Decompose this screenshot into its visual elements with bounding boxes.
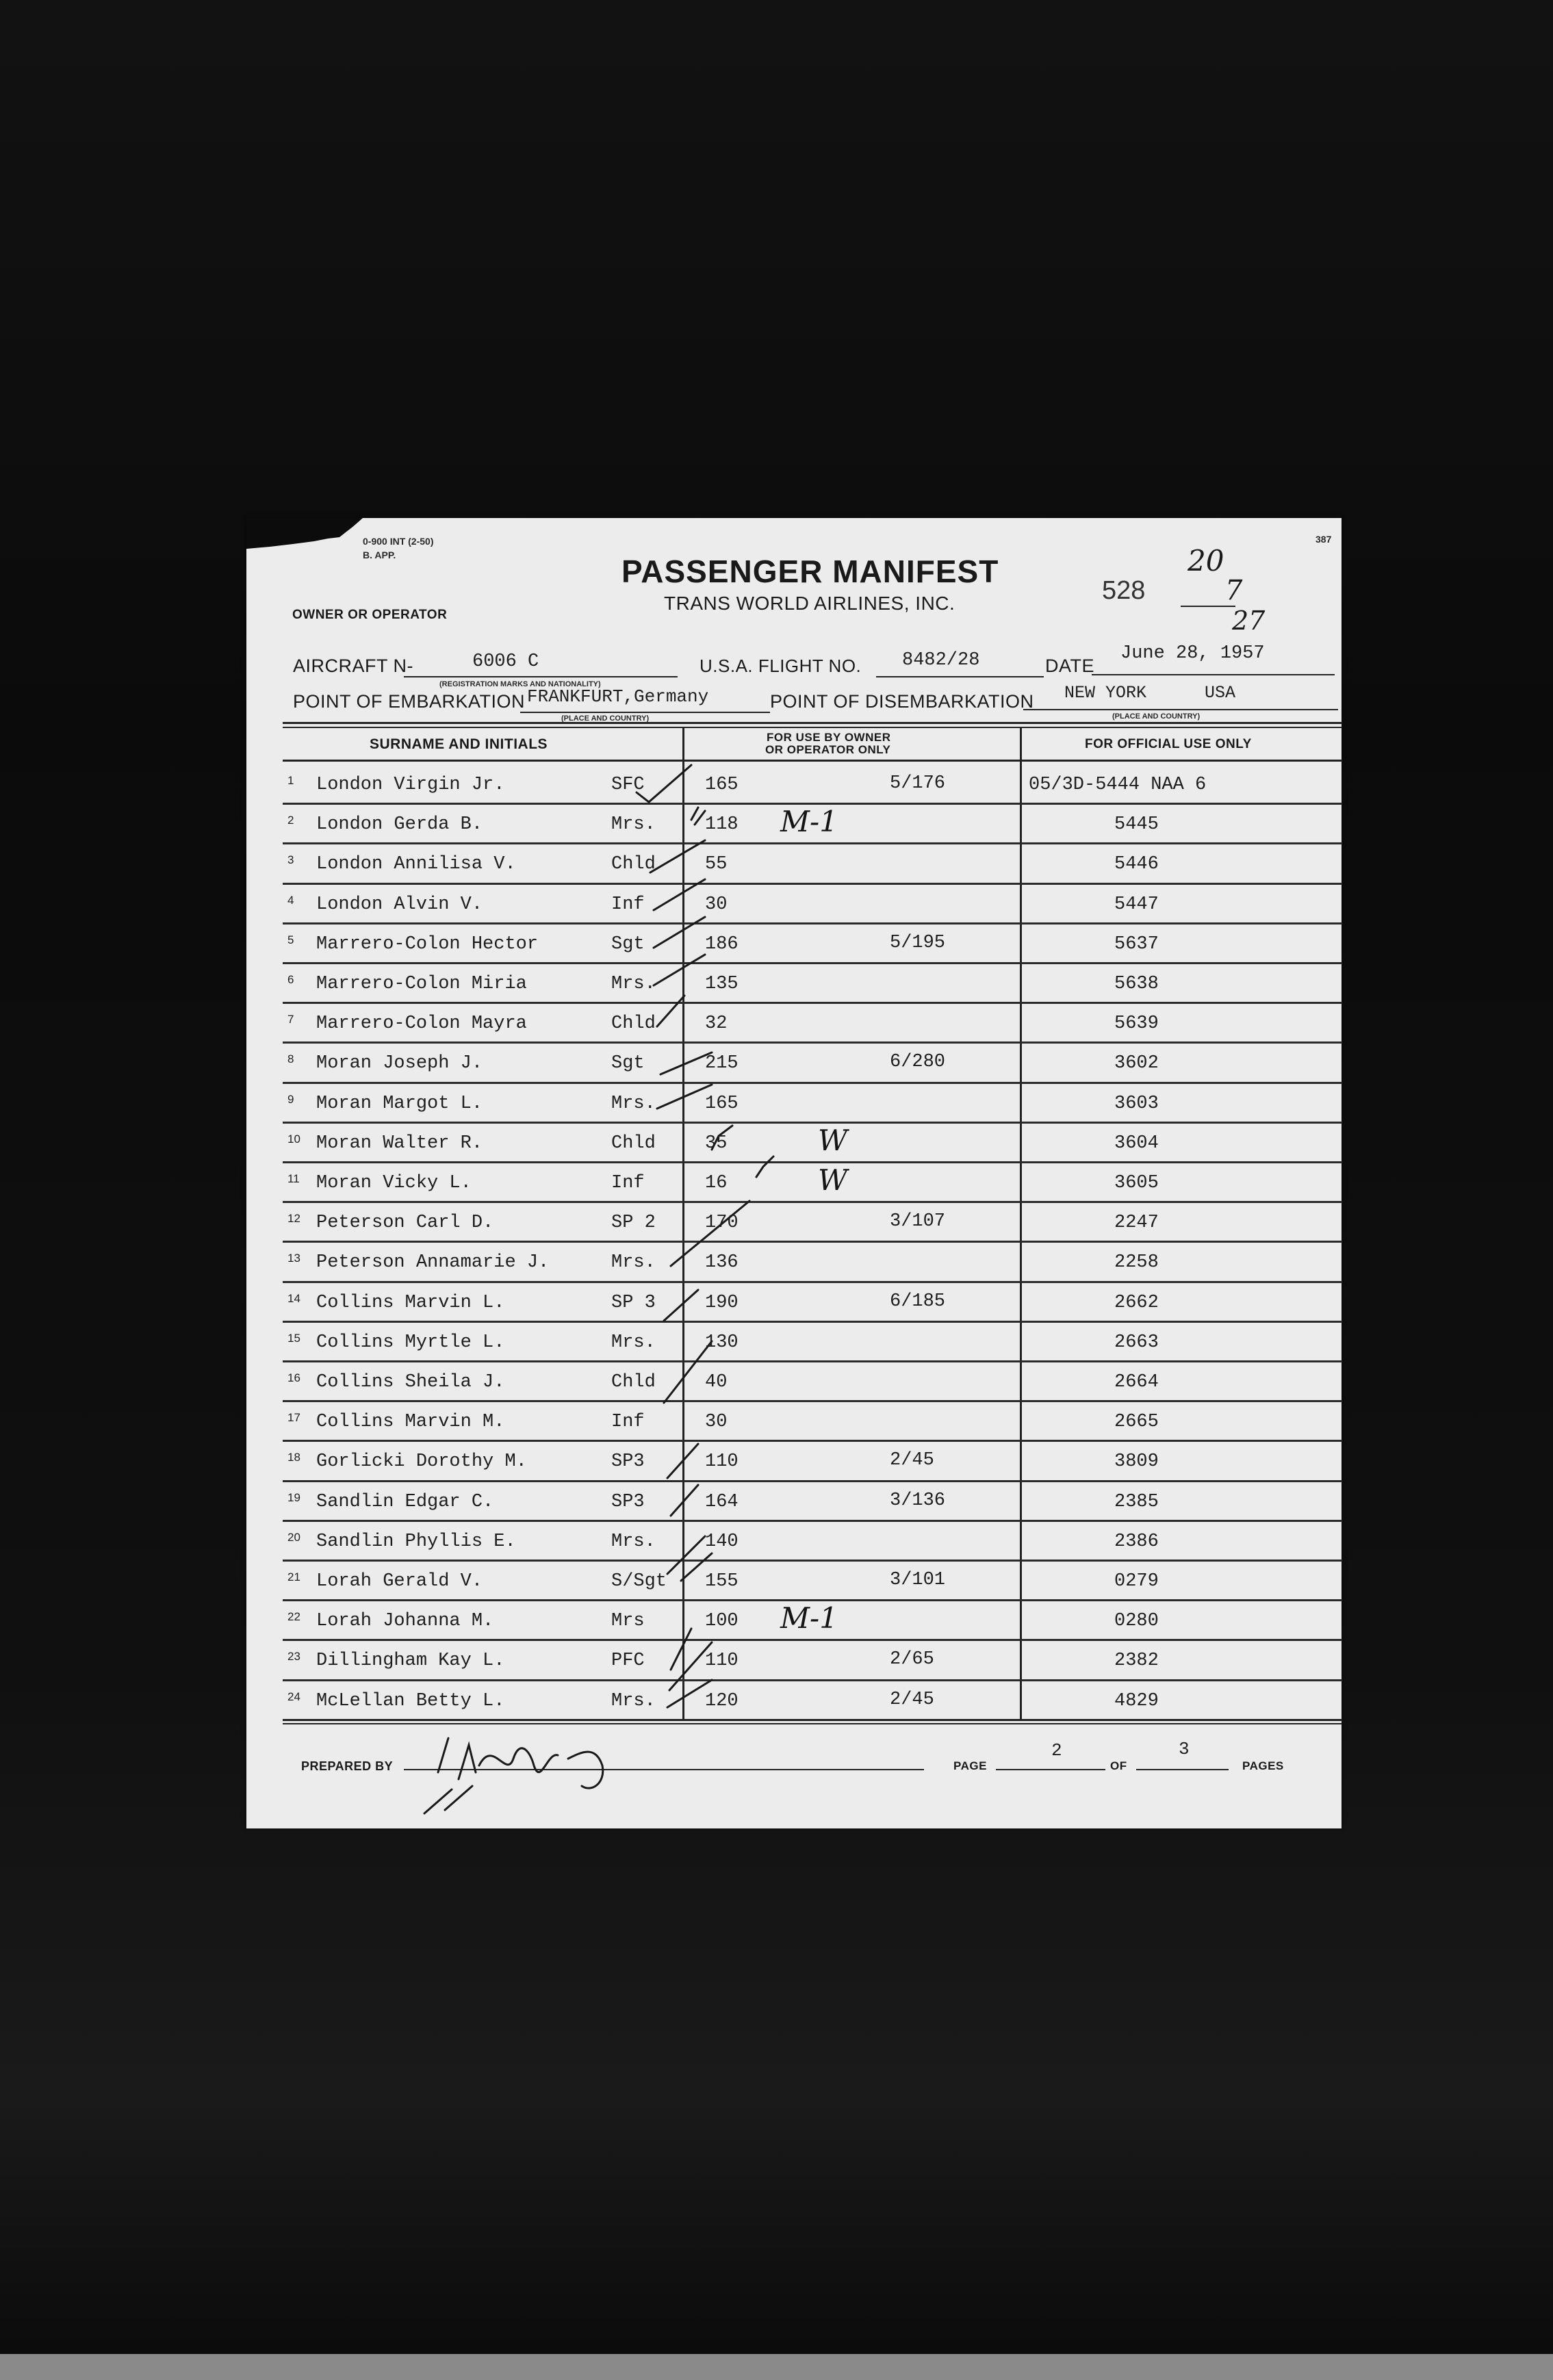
passenger-baggage: 3/107 <box>890 1211 946 1232</box>
passenger-name: London Annilisa V. <box>316 854 516 875</box>
passenger-title: SP3 <box>611 1491 645 1512</box>
col-official-header: FOR OFFICIAL USE ONLY <box>1085 737 1252 751</box>
row-number: 3 <box>287 853 294 867</box>
row-number: 17 <box>287 1411 300 1425</box>
aircraft-label: AIRCRAFT N- <box>293 656 414 676</box>
passenger-name: Collins Sheila J. <box>316 1372 505 1393</box>
passenger-weight: 110 <box>705 1651 739 1672</box>
official-number: 3605 <box>1114 1173 1159 1193</box>
passenger-title: Mrs. <box>611 1332 656 1353</box>
passenger-weight: 16 <box>705 1173 728 1193</box>
official-number: 5637 <box>1114 933 1159 955</box>
passenger-weight: 155 <box>705 1571 739 1592</box>
official-number: 2258 <box>1114 1252 1159 1273</box>
page-line <box>996 1769 1105 1770</box>
form-approval: B. APP. <box>363 549 396 560</box>
passenger-weight: 110 <box>705 1451 739 1473</box>
disembarkation-city: NEW YORK <box>1064 683 1147 703</box>
row-number: 19 <box>287 1490 300 1504</box>
passenger-name: Marrero-Colon Mayra <box>316 1013 527 1035</box>
passenger-title: Mrs. <box>611 1531 656 1552</box>
official-number: 5447 <box>1114 894 1159 915</box>
official-number: 2385 <box>1114 1491 1159 1512</box>
passenger-name: Marrero-Colon Miria <box>316 974 527 994</box>
passenger-name: Sandlin Phyllis E. <box>316 1531 516 1552</box>
handwritten-note: W <box>818 1123 848 1157</box>
passenger-weight: 215 <box>705 1053 739 1074</box>
passenger-title: S/Sgt <box>611 1571 667 1592</box>
col-owner-header-1: FOR USE BY OWNER <box>767 731 891 744</box>
passenger-title: SFC <box>611 775 645 795</box>
passenger-baggage: 5/195 <box>890 932 946 953</box>
flight-value: 8482/28 <box>902 650 980 671</box>
passenger-weight: 120 <box>705 1690 739 1711</box>
official-number: 0279 <box>1114 1571 1159 1592</box>
passenger-weight: 165 <box>705 775 739 795</box>
row-number: 10 <box>287 1132 300 1146</box>
passenger-weight: 186 <box>705 933 739 955</box>
row-number: 11 <box>287 1172 300 1185</box>
passenger-title: Chld <box>611 854 656 875</box>
row-number: 15 <box>287 1331 300 1345</box>
passenger-name: Sandlin Edgar C. <box>316 1491 494 1512</box>
date-value: June 28, 1957 <box>1120 643 1265 664</box>
official-number: 05/3D-5444 NAA 6 <box>1029 775 1207 795</box>
official-number: 5638 <box>1114 974 1159 994</box>
col-owner-header-2: OR OPERATOR ONLY <box>765 743 891 756</box>
passenger-title: Chld <box>611 1013 656 1035</box>
handwritten-note: W <box>818 1163 848 1197</box>
passenger-title: Mrs. <box>611 974 656 994</box>
passenger-name: Collins Marvin M. <box>316 1412 505 1433</box>
row-number: 4 <box>287 893 294 907</box>
row-number: 5 <box>287 933 294 946</box>
passenger-title: SP 3 <box>611 1292 656 1313</box>
official-number: 2247 <box>1114 1213 1159 1234</box>
passenger-baggage: 2/45 <box>890 1450 934 1471</box>
table-bottom-rule <box>283 1719 1342 1721</box>
passenger-name: Lorah Gerald V. <box>316 1571 483 1592</box>
passenger-title: Inf <box>611 1412 645 1433</box>
passenger-name: McLellan Betty L. <box>316 1690 505 1711</box>
passenger-title: Mrs <box>611 1611 645 1632</box>
passenger-name: Dillingham Kay L. <box>316 1651 505 1672</box>
passenger-baggage: 6/280 <box>890 1052 946 1073</box>
passenger-weight: 40 <box>705 1372 728 1393</box>
flight-label: U.S.A. FLIGHT NO. <box>700 656 862 676</box>
row-number: 9 <box>287 1092 294 1106</box>
passenger-baggage: 6/185 <box>890 1291 946 1312</box>
passenger-title: Mrs. <box>611 1252 656 1273</box>
passenger-title: Mrs. <box>611 1690 656 1711</box>
pages-label: PAGES <box>1242 1759 1284 1772</box>
embarkation-label: POINT OF EMBARKATION <box>293 691 526 712</box>
official-number: 3604 <box>1114 1133 1159 1154</box>
official-number: 0280 <box>1114 1611 1159 1632</box>
pages-line <box>1136 1769 1229 1770</box>
handwritten-note: M-1 <box>780 1601 838 1635</box>
passenger-weight: 136 <box>705 1252 739 1273</box>
official-number: 5446 <box>1114 854 1159 875</box>
aircraft-value: 6006 C <box>472 651 539 672</box>
row-number: 7 <box>287 1013 294 1026</box>
prepared-by-label: PREPARED BY <box>301 1759 394 1773</box>
manifest-title: PASSENGER MANIFEST <box>621 554 999 589</box>
passenger-name: Collins Myrtle L. <box>316 1332 505 1353</box>
row-number: 12 <box>287 1212 300 1226</box>
passenger-baggage: 2/65 <box>890 1649 934 1670</box>
passenger-title: Mrs. <box>611 814 656 836</box>
passenger-weight: 118 <box>705 814 739 836</box>
passenger-name: London Virgin Jr. <box>316 775 505 795</box>
row-number: 2 <box>287 814 294 827</box>
row-number: 24 <box>287 1690 300 1703</box>
passenger-weight: 190 <box>705 1292 739 1313</box>
handwritten-note: M-1 <box>780 805 838 839</box>
passenger-title: Inf <box>611 1173 645 1193</box>
official-number: 3603 <box>1114 1093 1159 1114</box>
row-number: 18 <box>287 1451 300 1464</box>
passenger-weight: 170 <box>705 1213 739 1234</box>
passenger-name: London Alvin V. <box>316 894 483 915</box>
handwritten-note-27: 27 <box>1232 606 1266 636</box>
manifest-number: 528 <box>1102 576 1146 605</box>
row-number: 21 <box>287 1570 300 1583</box>
passenger-name: London Gerda B. <box>316 814 483 836</box>
official-number: 5639 <box>1114 1013 1159 1035</box>
official-number: 5445 <box>1114 814 1159 836</box>
official-number: 2662 <box>1114 1292 1159 1313</box>
row-number: 6 <box>287 973 294 986</box>
pages-value: 3 <box>1179 1739 1190 1759</box>
passenger-name: Moran Joseph J. <box>316 1053 483 1074</box>
row-number: 20 <box>287 1530 300 1544</box>
passenger-baggage: 5/176 <box>890 773 946 794</box>
handwritten-note-7: 7 <box>1225 575 1243 606</box>
passenger-name: Collins Marvin L. <box>316 1292 505 1313</box>
official-number: 2663 <box>1114 1332 1159 1353</box>
embarkation-value: FRANKFURT,Germany <box>527 686 709 707</box>
page-value: 2 <box>1051 1740 1062 1761</box>
passenger-name: Moran Walter R. <box>316 1133 483 1154</box>
passenger-weight: 30 <box>705 1412 728 1433</box>
official-number: 2665 <box>1114 1412 1159 1433</box>
page-label: PAGE <box>953 1759 987 1772</box>
passenger-weight: 32 <box>705 1013 728 1035</box>
date-label: DATE <box>1045 656 1095 676</box>
of-label: OF <box>1110 1759 1127 1772</box>
official-number: 3602 <box>1114 1053 1159 1074</box>
passenger-title: Sgt <box>611 1053 645 1074</box>
passenger-title: SP3 <box>611 1451 645 1473</box>
place-caption-left: (PLACE AND COUNTRY) <box>561 714 650 723</box>
disembarkation-country: USA <box>1205 683 1236 703</box>
passenger-weight: 55 <box>705 854 728 875</box>
handwritten-note-20: 20 <box>1188 544 1224 578</box>
passenger-name: Moran Margot L. <box>316 1093 483 1114</box>
passenger-baggage: 2/45 <box>890 1689 934 1710</box>
row-number: 16 <box>287 1371 300 1384</box>
owner-label: OWNER OR OPERATOR <box>292 608 448 622</box>
passenger-weight: 165 <box>705 1093 739 1114</box>
row-number: 8 <box>287 1052 294 1066</box>
form-number: 0-900 INT (2-50) <box>363 536 434 547</box>
passenger-name: Gorlicki Dorothy M. <box>316 1451 527 1473</box>
passenger-title: PFC <box>611 1651 645 1672</box>
place-caption-right: (PLACE AND COUNTRY) <box>1112 712 1201 721</box>
airline-name: TRANS WORLD AIRLINES, INC. <box>664 593 955 614</box>
disembarkation-label: POINT OF DISEMBARKATION <box>770 691 1034 712</box>
row-number: 22 <box>287 1610 300 1624</box>
official-number: 2386 <box>1114 1531 1159 1552</box>
col-surname-header: SURNAME AND INITIALS <box>370 736 548 752</box>
passenger-weight: 140 <box>705 1531 739 1552</box>
official-number: 4829 <box>1114 1690 1159 1711</box>
row-number: 13 <box>287 1252 300 1265</box>
passenger-weight: 100 <box>705 1611 739 1632</box>
passenger-name: Marrero-Colon Hector <box>316 933 539 955</box>
passenger-title: Sgt <box>611 933 645 955</box>
passenger-title: SP 2 <box>611 1213 656 1234</box>
passenger-weight: 135 <box>705 974 739 994</box>
passenger-title: Chld <box>611 1372 656 1393</box>
passenger-name: Lorah Johanna M. <box>316 1611 494 1632</box>
row-number: 14 <box>287 1291 300 1305</box>
official-number: 2664 <box>1114 1372 1159 1393</box>
passenger-weight: 35 <box>705 1133 728 1154</box>
signature-image <box>411 1724 657 1820</box>
passenger-weight: 164 <box>705 1491 739 1512</box>
passenger-name: Moran Vicky L. <box>316 1173 472 1193</box>
passenger-title: Mrs. <box>611 1093 656 1114</box>
passenger-weight: 130 <box>705 1332 739 1353</box>
passenger-name: Peterson Carl D. <box>316 1213 494 1234</box>
row-number: 23 <box>287 1650 300 1664</box>
passenger-title: Chld <box>611 1133 656 1154</box>
passenger-name: Peterson Annamarie J. <box>316 1252 550 1273</box>
row-number: 1 <box>287 774 294 787</box>
passenger-baggage: 3/101 <box>890 1570 946 1590</box>
passenger-baggage: 3/136 <box>890 1490 946 1511</box>
official-number: 2382 <box>1114 1651 1159 1672</box>
passenger-weight: 30 <box>705 894 728 915</box>
stamp-number: 387 <box>1315 534 1332 545</box>
registration-caption: (REGISTRATION MARKS AND NATIONALITY) <box>439 680 601 688</box>
official-number: 3809 <box>1114 1451 1159 1473</box>
passenger-title: Inf <box>611 894 645 915</box>
